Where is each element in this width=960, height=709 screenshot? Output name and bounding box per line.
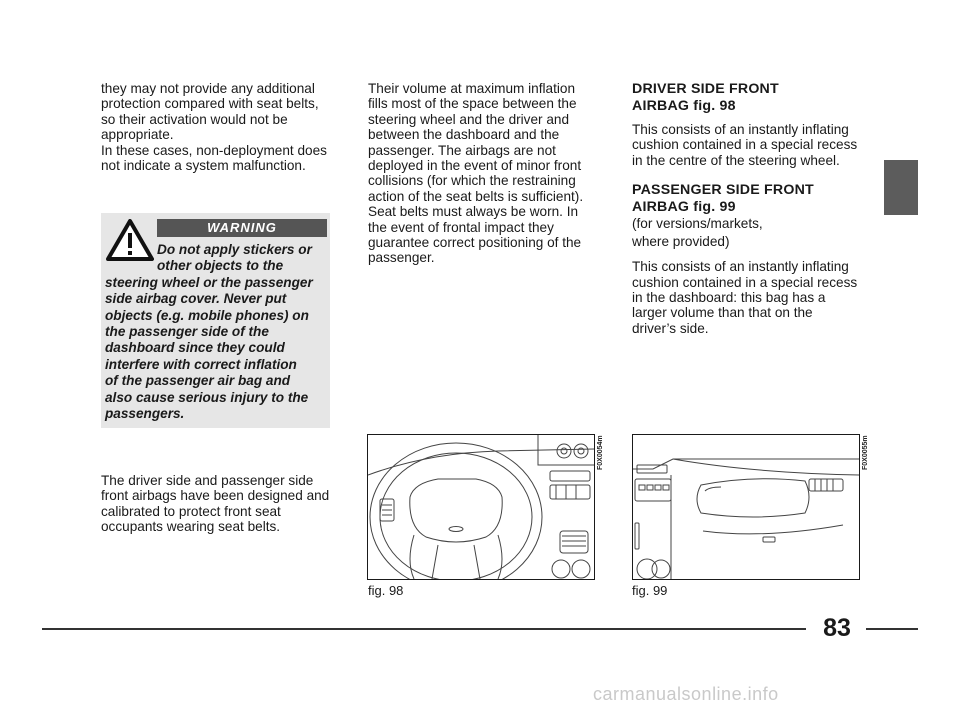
- warning-line: interfere with correct inflation: [105, 356, 297, 372]
- text-line: passenger. The airbags are not: [368, 142, 556, 158]
- text-line: This consists of an instantly inflating: [632, 259, 849, 275]
- text-line: appropriate.: [101, 127, 174, 143]
- text-line: steering wheel and the driver and: [368, 111, 570, 127]
- warning-line: dashboard since they could: [105, 340, 285, 356]
- passenger-airbag-heading: AIRBAG fig. 99: [632, 198, 736, 215]
- text-line: The driver side and passenger side: [101, 473, 314, 488]
- text-line: in the centre of the steering wheel.: [632, 152, 840, 168]
- versions-note: where provided): [632, 234, 730, 250]
- figure-98-caption: fig. 98: [368, 583, 404, 598]
- text-line: they may not provide any additional: [101, 81, 315, 96]
- dashboard-illustration: [633, 435, 859, 579]
- intro-paragraph: [101, 81, 333, 173]
- design-paragraph: [101, 473, 333, 535]
- text-line: cushion contained in a special recess: [632, 137, 858, 153]
- text-line: passenger.: [368, 250, 435, 266]
- figure-99-code: F0X0055m: [862, 435, 869, 470]
- airbag-descriptions: [632, 81, 864, 336]
- text-line: in the dashboard: this bag has a: [632, 290, 826, 306]
- steering-wheel-illustration: [368, 435, 594, 579]
- warning-label: WARNING: [157, 219, 327, 237]
- text-line: guarantee correct positioning of the: [368, 235, 582, 251]
- footer-rule: [866, 628, 918, 630]
- watermark: carmanualsonline.info: [593, 684, 779, 704]
- versions-note: (for versions/markets,: [632, 216, 763, 232]
- figure-99-caption: fig. 99: [632, 583, 668, 598]
- volume-paragraph: [368, 81, 600, 266]
- text-line: not indicate a system malfunction.: [101, 158, 306, 174]
- warning-line: also cause serious injury to the: [105, 389, 309, 405]
- text-line: so their activation would not be: [101, 111, 288, 127]
- text-line: This consists of an instantly inflating: [632, 122, 849, 137]
- figure-98-code: F0X0054m: [597, 435, 604, 470]
- warning-line: Do not apply stickers or: [157, 242, 312, 257]
- warning-line: other objects to the: [157, 258, 284, 274]
- text-line: Seat belts must always be worn. In: [368, 204, 579, 220]
- driver-airbag-heading: DRIVER SIDE FRONT: [632, 81, 779, 97]
- warning-line: the passenger side of the: [105, 324, 269, 340]
- warning-line: passengers.: [105, 406, 185, 422]
- text-line: cushion contained in a special recess: [632, 274, 858, 290]
- text-line: larger volume than that on the: [632, 305, 813, 321]
- text-line: In these cases, non-deployment does: [101, 142, 327, 158]
- warning-line: objects (e.g. mobile phones) on: [105, 307, 309, 323]
- text-line: Their volume at maximum inflation: [368, 81, 575, 96]
- warning-line: of the passenger air bag and: [105, 373, 291, 389]
- warning-text: [105, 242, 327, 422]
- section-tab: [884, 160, 918, 215]
- text-line: action of the seat belts is sufficient).: [368, 188, 584, 204]
- footer-rule: [42, 628, 806, 630]
- passenger-airbag-heading: PASSENGER SIDE FRONT: [632, 182, 814, 199]
- warning-line: side airbag cover. Never put: [105, 291, 287, 307]
- text-line: calibrated to protect front seat: [101, 503, 281, 519]
- text-line: fills most of the space between the: [368, 96, 577, 112]
- warning-line: steering wheel or the passenger: [105, 274, 313, 290]
- driver-airbag-heading: AIRBAG fig. 98: [632, 97, 736, 114]
- text-line: between the dashboard and the: [368, 127, 560, 143]
- text-line: deployed in the event of minor front: [368, 158, 582, 174]
- warning-box: [101, 213, 330, 428]
- text-line: driver’s side.: [632, 320, 709, 336]
- figure-98-steering-wheel: [367, 434, 595, 580]
- figure-99-dashboard: [632, 434, 860, 580]
- text-line: protection compared with seat belts,: [101, 96, 319, 112]
- page-number: 83: [823, 614, 851, 642]
- text-line: the event of frontal impact they: [368, 219, 554, 235]
- text-line: front airbags have been designed and: [101, 488, 330, 504]
- text-line: occupants wearing seat belts.: [101, 519, 281, 535]
- text-line: collisions (for which the restraining: [368, 173, 576, 189]
